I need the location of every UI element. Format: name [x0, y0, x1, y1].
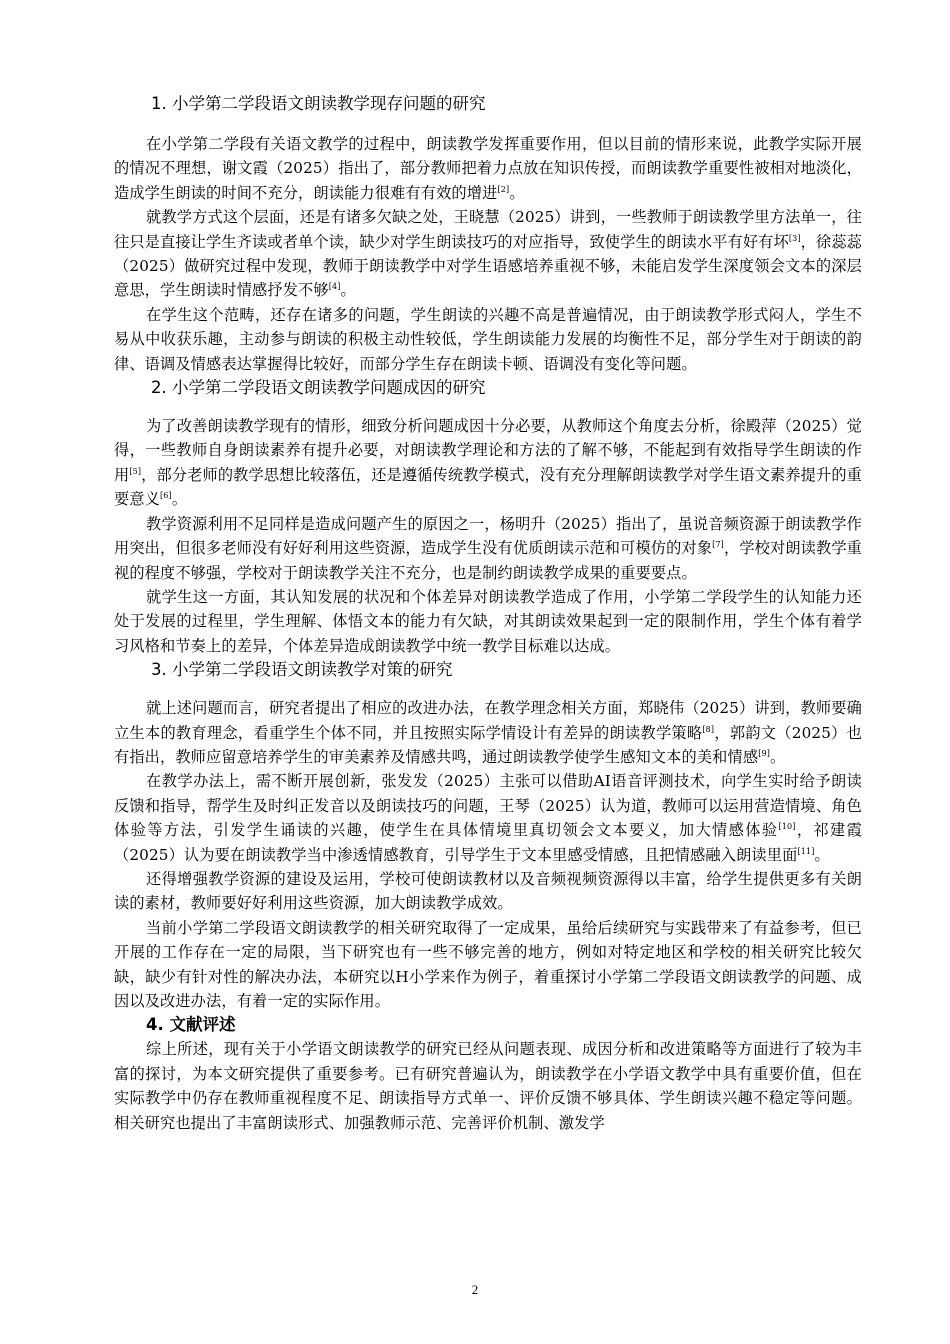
citation: [10]: [778, 822, 796, 832]
section-heading-4: 4. 文献评述: [146, 1015, 236, 1035]
citation: [3]: [788, 233, 801, 243]
citation: [7]: [712, 540, 724, 550]
page-number: 2: [471, 1282, 479, 1297]
section-heading-2: 2. 小学第二学段语文朗读教学问题成因的研究: [151, 378, 486, 398]
paragraph: 就学生这一方面，其认知发展的状况和个体差异对朗读教学造成了作用，小学第二学段学生的认知能力还处于发展的过程里，学生理解、体悟文本的能力有欠缺，对其朗读效果起到一定的限制作用，学生个体有着学习风格和节奏上的差异，个体差异造成朗读教学中统一教学目标难以达成。: [114, 587, 862, 655]
paragraph: 当前小学第二学段语文朗读教学的相关研究取得了一定成果，虽给后续研究与实践带来了有益参考，但已开展的工作存在一定的局限，当下研究也有一些不够完善的地方，例如对特定地区和学校的相关研究比较欠缺，缺少有针对性的解决办法，本研究以H小学来作为例子，着重探讨小学第二学段语文朗读教学的问题、成因以及改进办法，有着一定的实际作用。: [114, 918, 862, 1010]
paragraph: 综上所述，现有关于小学语文朗读教学的研究已经从问题表现、成因分析和改进策略等方面进行了较为丰富的探讨，为本文研究提供了重要参考。已有研究普遍认为，朗读教学在小学语文教学中具有重要价值，但在实际教学中仍存在教师重视程度不足、朗读指导方式单一、评价反馈不够具体、学生朗读兴趣不稳定等问题。相关研究也提出了丰富朗读形式、加强教师示范、完善评价机制、激发学: [114, 1040, 862, 1132]
citation: [8]: [702, 724, 715, 734]
paragraph: 还得增强教学资源的建设及运用，学校可使朗读教材以及音频视频资源得以丰富，给学生提供更多有关朗读的素材，教师要好好利用这些资源，加大朗读教学成效。: [114, 869, 862, 913]
citation: [2]: [497, 184, 510, 194]
citation: [4]: [328, 282, 341, 292]
paragraph: 就教学方式这个层面，还是有诸多欠缺之处，王晓慧（2025）讲到，一些教师于朗读教学里方法单一，往往只是直接让学生齐读或者单个读，缺少对学生朗读技巧的对应指导，致使学生的朗读水平有好有坏[3]，徐蕊蕊（2025）做研究过程中发现，教师于朗读教学中对学生语感培养重视不够，未能启发学生深度领会文本的深层意思，学生朗读时情感抒发不够[4]。: [114, 208, 863, 300]
citation: [6]: [160, 491, 172, 501]
paragraph: 就上述问题而言，研究者提出了相应的改进办法，在教学理念相关方面，郑晓伟（2025）讲到，教师要确立生本的教育理念，看重学生个体不同，并且按照实际学情设计有差异的朗读教学策略[8]，郭韵文（2025）也有指出，教师应留意培养学生的审美素养及情感共鸣，通过朗读教学使学生感知文本的美和情感[9]。: [114, 699, 862, 766]
section-heading-1: 1. 小学第二学段语文朗读教学现存问题的研究: [151, 94, 486, 113]
section-heading-3: 3. 小学第二学段语文朗读教学对策的研究: [151, 660, 453, 680]
document-body: [114, 92, 862, 1135]
paragraph: 在小学第二学段有关语文教学的过程中，朗读教学发挥重要作用，但以目前的情形来说，此教学实际开展的情况不理想，谢文霞（2025）指出了，部分教师把着力点放在知识传授，而朗读教学重要性被相对地淡化，造成学生朗读的时间不充分，朗读能力很难有有效的增进[2]。: [114, 135, 862, 202]
citation: [5]: [129, 466, 142, 476]
paragraph: 教学资源利用不足同样是造成问题产生的原因之一，杨明升（2025）指出了，虽说音频资源于朗读教学作用突出，但很多老师没有好好利用这些资源，造成学生没有优质朗读示范和可模仿的对象[7]，学校对朗读教学重视的程度不够强，学校对于朗读教学关注不充分，也是制约朗读教学成果的重要要点。: [114, 514, 863, 582]
paragraph: 为了改善朗读教学现有的情形，细致分析问题成因十分必要，从教师这个角度去分析，徐殿萍（2025）觉得，一些教师自身朗读素养有提升必要，对朗读教学理论和方法的了解不够，不能起到有效指导学生朗读的作用[5]，部分老师的教学思想比较落伍，还是遵循传统教学模式，没有充分理解朗读教学对学生语文素养提升的重要意义[6]。: [114, 417, 863, 509]
citation: [9]: [758, 748, 770, 758]
paragraph: 在教学办法上，需不断开展创新，张发发（2025）主张可以借助AI语音评测技术，向学生实时给予朗读反馈和指导，帮学生及时纠正发音以及朗读技巧的问题，王琴（2025）认为道，教师可以运用营造情境、角色体验等方法，引发学生诵读的兴趣，使学生在具体情境里真切领会文本要义，加大情感体验[10]，祁建霞（2025）认为要在朗读教学当中渗透情感教育，引导学生于文本里感受情感，且把情感融入朗读里面[11]。: [114, 772, 862, 864]
paragraph: 在学生这个范畴，还存在诸多的问题，学生朗读的兴趣不高是普遍情况，由于朗读教学形式闷人，学生不易从中收获乐趣，主动参与朗读的积极主动性较低，学生朗读能力发展的均衡性不足，部分学生对于朗读的韵律、语调及情感表达掌握得比较好，而部分学生存在朗读卡顿、语调没有变化等问题。: [114, 305, 862, 373]
citation: [11]: [797, 846, 815, 856]
